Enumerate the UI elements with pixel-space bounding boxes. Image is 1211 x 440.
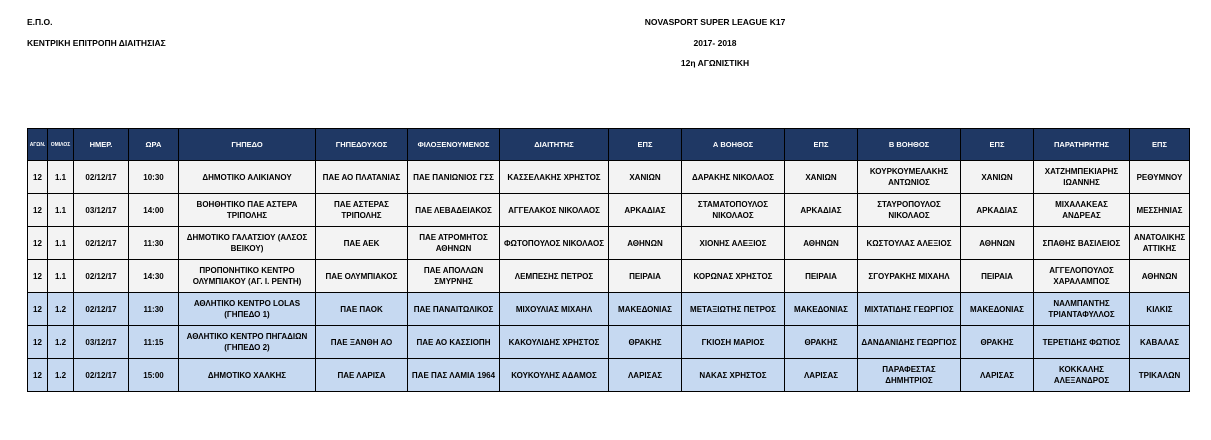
table-cell: 12 — [28, 359, 48, 392]
table-cell: 02/12/17 — [74, 293, 129, 326]
table-cell: 02/12/17 — [74, 227, 129, 260]
table-cell: 12 — [28, 161, 48, 194]
table-cell: ΠΕΙΡΑΙΑ — [961, 260, 1034, 293]
table-cell: 10:30 — [129, 161, 179, 194]
table-cell: ΝΑΚΑΣ ΧΡΗΣΤΟΣ — [682, 359, 785, 392]
column-header: ΕΠΣ — [1130, 129, 1190, 161]
table-cell: ΣΓΟΥΡΑΚΗΣ ΜΙΧΑΗΛ — [858, 260, 961, 293]
table-cell: 12 — [28, 293, 48, 326]
table-cell: ΑΘΛΗΤΙΚΟ ΚΕΝΤΡΟ ΠΗΓΑΔΙΩΝ (ΓΗΠΕΔΟ 2) — [179, 326, 316, 359]
table-cell: 1.1 — [48, 227, 74, 260]
table-cell: ΚΟΡΩΝΑΣ ΧΡΗΣΤΟΣ — [682, 260, 785, 293]
table-cell: ΑΡΚΑΔΙΑΣ — [609, 194, 682, 227]
table-cell: 14:30 — [129, 260, 179, 293]
table-cell: ΧΑΝΙΩΝ — [609, 161, 682, 194]
table-cell: ΑΘΗΝΩΝ — [961, 227, 1034, 260]
table-cell: 02/12/17 — [74, 161, 129, 194]
table-cell: ΠΑΕ ΑΕΚ — [316, 227, 408, 260]
table-cell: ΜΙΧΤΑΤΙΔΗΣ ΓΕΩΡΓΙΟΣ — [858, 293, 961, 326]
table-cell: ΔΑΝΔΑΝΙΔΗΣ ΓΕΩΡΓΙΟΣ — [858, 326, 961, 359]
table-cell: ΜΑΚΕΔΟΝΙΑΣ — [785, 293, 858, 326]
table-cell: ΔΗΜΟΤΙΚΟ ΓΑΛΑΤΣΙΟΥ (ΑΛΣΟΣ ΒΕΙΚΟΥ) — [179, 227, 316, 260]
table-cell: ΑΡΚΑΔΙΑΣ — [961, 194, 1034, 227]
table-cell: 1.2 — [48, 326, 74, 359]
table-cell: ΠΡΟΠΟΝΗΤΙΚΟ ΚΕΝΤΡΟ ΟΛΥΜΠΙΑΚΟΥ (ΑΓ. Ι. ΡΕΝΤΗ) — [179, 260, 316, 293]
table-cell: ΑΡΚΑΔΙΑΣ — [785, 194, 858, 227]
column-header: ΦΙΛΟΞΕΝΟΥΜΕΝΟΣ — [408, 129, 500, 161]
table-cell: ΘΡΑΚΗΣ — [609, 326, 682, 359]
table-cell: ΣΤΑΜΑΤΟΠΟΥΛΟΣ ΝΙΚΟΛΑΟΣ — [682, 194, 785, 227]
table-cell: ΣΤΑΥΡΟΠΟΥΛΟΣ ΝΙΚΟΛΑΟΣ — [858, 194, 961, 227]
table-cell: ΠΕΙΡΑΙΑ — [785, 260, 858, 293]
table-cell: 11:30 — [129, 227, 179, 260]
column-header: Β ΒΟΗΘΟΣ — [858, 129, 961, 161]
table-cell: ΠΑΕ ΛΕΒΑΔΕΙΑΚΟΣ — [408, 194, 500, 227]
table-cell: 12 — [28, 326, 48, 359]
column-header: ΑΓΩΝ. — [28, 129, 48, 161]
column-header: ΔΙΑΙΤΗΤΗΣ — [500, 129, 609, 161]
table-cell: ΚΑΣΣΕΛΑΚΗΣ ΧΡΗΣΤΟΣ — [500, 161, 609, 194]
table-cell: ΜΙΧΑΛΑΚΕΑΣ ΑΝΔΡΕΑΣ — [1034, 194, 1130, 227]
table-cell: 15:00 — [129, 359, 179, 392]
table-cell: ΚΑΚΟΥΛΙΔΗΣ ΧΡΗΣΤΟΣ — [500, 326, 609, 359]
table-cell: ΧΑΝΙΩΝ — [785, 161, 858, 194]
schedule-table — [27, 128, 1190, 392]
column-header: ΕΠΣ — [609, 129, 682, 161]
table-cell: ΜΕΣΣΗΝΙΑΣ — [1130, 194, 1190, 227]
table-cell: ΜΑΚΕΔΟΝΙΑΣ — [609, 293, 682, 326]
table-cell: 1.1 — [48, 161, 74, 194]
table-cell: ΔΑΡΑΚΗΣ ΝΙΚΟΛΑΟΣ — [682, 161, 785, 194]
table-cell: ΚΙΛΚΙΣ — [1130, 293, 1190, 326]
column-header: ΓΗΠΕΔΟΥΧΟΣ — [316, 129, 408, 161]
table-cell: ΑΘΗΝΩΝ — [609, 227, 682, 260]
table-cell: ΠΑΕ ΑΠΟΛΛΩΝ ΣΜΥΡΝΗΣ — [408, 260, 500, 293]
table-cell: ΑΝΑΤΟΛΙΚΗΣ ΑΤΤΙΚΗΣ — [1130, 227, 1190, 260]
table-row — [28, 161, 1190, 194]
table-cell: ΑΓΓΕΛΑΚΟΣ ΝΙΚΟΛΑΟΣ — [500, 194, 609, 227]
table-cell: ΝΑΛΜΠΑΝΤΗΣ ΤΡΙΑΝΤΑΦΥΛΛΟΣ — [1034, 293, 1130, 326]
table-cell: ΠΑΕ ΠΑΝΙΩΝΙΟΣ ΓΣΣ — [408, 161, 500, 194]
table-cell: 02/12/17 — [74, 260, 129, 293]
table-cell: ΜΙΧΟΥΛΙΑΣ ΜΙΧΑΗΛ — [500, 293, 609, 326]
column-header: ΕΠΣ — [785, 129, 858, 161]
table-cell: 11:15 — [129, 326, 179, 359]
table-cell: 1.2 — [48, 293, 74, 326]
table-cell: ΧΙΟΝΗΣ ΑΛΕΞΙΟΣ — [682, 227, 785, 260]
table-cell: ΘΡΑΚΗΣ — [785, 326, 858, 359]
table-cell: ΘΡΑΚΗΣ — [961, 326, 1034, 359]
table-cell: ΤΡΙΚΑΛΩΝ — [1130, 359, 1190, 392]
column-header: ΓΗΠΕΔΟ — [179, 129, 316, 161]
table-cell: ΚΩΣΤΟΥΛΑΣ ΑΛΕΞΙΟΣ — [858, 227, 961, 260]
table-cell: 11:30 — [129, 293, 179, 326]
table-cell: 12 — [28, 194, 48, 227]
table-cell: 1.1 — [48, 260, 74, 293]
table-row — [28, 194, 1190, 227]
table-cell: ΑΘΗΝΩΝ — [785, 227, 858, 260]
table-cell: ΧΑΤΖΗΜΠΕΚΙΑΡΗΣ ΙΩΑΝΝΗΣ — [1034, 161, 1130, 194]
table-cell: ΠΑΕ ΞΑΝΘΗ ΑΟ — [316, 326, 408, 359]
table-cell: ΛΑΡΙΣΑΣ — [609, 359, 682, 392]
table-cell: 12 — [28, 260, 48, 293]
table-cell: ΑΘΛΗΤΙΚΟ ΚΕΝΤΡΟ LOLAS (ΓΗΠΕΔΟ 1) — [179, 293, 316, 326]
table-row — [28, 359, 1190, 392]
table-cell: ΠΑΕ ΠΑΟΚ — [316, 293, 408, 326]
table-cell: 1.1 — [48, 194, 74, 227]
table-cell: ΠΑΕ ΟΛΥΜΠΙΑΚΟΣ — [316, 260, 408, 293]
table-cell: 02/12/17 — [74, 359, 129, 392]
table-cell: ΚΑΒΑΛΑΣ — [1130, 326, 1190, 359]
table-cell: 12 — [28, 227, 48, 260]
table-cell: ΛΑΡΙΣΑΣ — [961, 359, 1034, 392]
table-row — [28, 293, 1190, 326]
table-cell: ΚΟΚΚΑΛΗΣ ΑΛΕΞΑΝΔΡΟΣ — [1034, 359, 1130, 392]
table-cell: ΚΟΥΚΟΥΛΗΣ ΑΔΑΜΟΣ — [500, 359, 609, 392]
column-header: Α ΒΟΗΘΟΣ — [682, 129, 785, 161]
table-cell: ΓΚΙΟΣΗ ΜΑΡΙΟΣ — [682, 326, 785, 359]
table-cell: ΣΠΑΘΗΣ ΒΑΣΙΛΕΙΟΣ — [1034, 227, 1130, 260]
table-cell: 03/12/17 — [74, 326, 129, 359]
table-cell: ΦΩΤΟΠΟΥΛΟΣ ΝΙΚΟΛΑΟΣ — [500, 227, 609, 260]
table-cell: ΔΗΜΟΤΙΚΟ ΧΑΛΚΗΣ — [179, 359, 316, 392]
table-row — [28, 260, 1190, 293]
table-cell: 1.2 — [48, 359, 74, 392]
column-header: ΗΜΕΡ. — [74, 129, 129, 161]
table-cell: ΠΕΙΡΑΙΑ — [609, 260, 682, 293]
header-row — [28, 129, 1190, 161]
column-header: ΠΑΡΑΤΗΡΗΤΗΣ — [1034, 129, 1130, 161]
table-cell: ΡΕΘΥΜΝΟΥ — [1130, 161, 1190, 194]
table-cell: ΠΑΕ ΑΟ ΠΛΑΤΑΝΙΑΣ — [316, 161, 408, 194]
table-cell: ΜΕΤΑΞΙΩΤΗΣ ΠΕΤΡΟΣ — [682, 293, 785, 326]
table-cell: ΒΟΗΘΗΤΙΚΟ ΠΑΕ ΑΣΤΕΡΑ ΤΡΙΠΟΛΗΣ — [179, 194, 316, 227]
table-cell: ΑΓΓΕΛΟΠΟΥΛΟΣ ΧΑΡΑΛΑΜΠΟΣ — [1034, 260, 1130, 293]
round-label: 12η ΑΓΩΝΙΣΤΙΚΗ — [680, 58, 750, 68]
table-cell: ΠΑΡΑΦΕΣΤΑΣ ΔΗΜΗΤΡΙΟΣ — [858, 359, 961, 392]
table-cell: ΠΑΕ ΛΑΡΙΣΑ — [316, 359, 408, 392]
table-cell: ΠΑΕ ΠΑΝΑΙΤΩΛΙΚΟΣ — [408, 293, 500, 326]
table-cell: 14:00 — [129, 194, 179, 227]
table-cell: ΠΑΕ ΑΣΤΕΡΑΣ ΤΡΙΠΟΛΗΣ — [316, 194, 408, 227]
committee-name: ΚΕΝΤΡΙΚΗ ΕΠΙΤΡΟΠΗ ΔΙΑΙΤΗΣΙΑΣ — [27, 38, 166, 48]
table-cell: ΔΗΜΟΤΙΚΟ ΑΛΙΚΙΑΝΟΥ — [179, 161, 316, 194]
table-row — [28, 326, 1190, 359]
table-cell: ΠΑΕ ΑΤΡΟΜΗΤΟΣ ΑΘΗΝΩΝ — [408, 227, 500, 260]
column-header: ΩΡΑ — [129, 129, 179, 161]
table-cell: ΠΑΕ ΠΑΣ ΛΑΜΙΑ 1964 — [408, 359, 500, 392]
table-cell: ΤΕΡΕΤΙΔΗΣ ΦΩΤΙΟΣ — [1034, 326, 1130, 359]
table-cell: 03/12/17 — [74, 194, 129, 227]
table-cell: ΚΟΥΡΚΟΥΜΕΛΑΚΗΣ ΑΝΤΩΝΙΟΣ — [858, 161, 961, 194]
table-cell: ΛΑΡΙΣΑΣ — [785, 359, 858, 392]
table-cell: ΛΕΜΠΕΣΗΣ ΠΕΤΡΟΣ — [500, 260, 609, 293]
org-name: Ε.Π.Ο. — [27, 17, 53, 27]
table-row — [28, 227, 1190, 260]
league-title: NOVASPORT SUPER LEAGUE K17 — [644, 17, 786, 27]
column-header: ΕΠΣ — [961, 129, 1034, 161]
table-cell: ΑΘΗΝΩΝ — [1130, 260, 1190, 293]
table-cell: ΜΑΚΕΔΟΝΙΑΣ — [961, 293, 1034, 326]
column-header: ΟΜΙΛΟΣ — [48, 129, 74, 161]
table-cell: ΧΑΝΙΩΝ — [961, 161, 1034, 194]
season-label: 2017- 2018 — [693, 38, 737, 48]
table-cell: ΠΑΕ ΑΟ ΚΑΣΣΙΟΠΗ — [408, 326, 500, 359]
